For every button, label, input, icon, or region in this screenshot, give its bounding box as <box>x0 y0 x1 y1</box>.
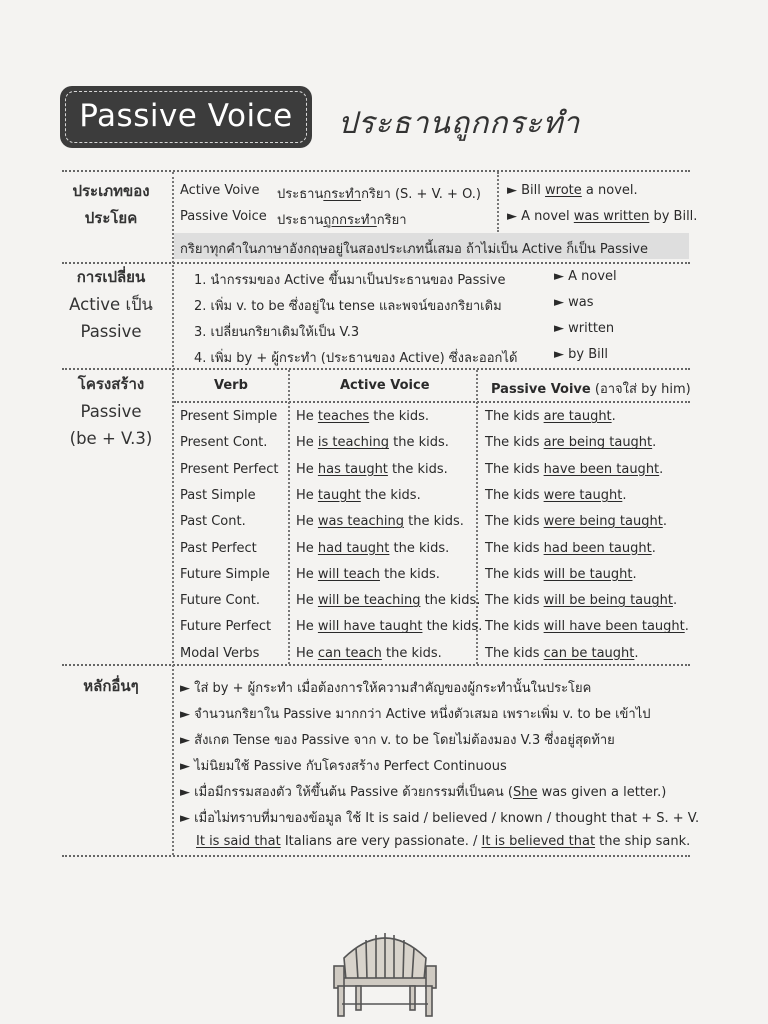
table-header-passive: Passive Voive (อาจใส่ by him) <box>491 382 691 397</box>
table-cell-active: He has taught the kids. <box>296 461 448 477</box>
table-cell-active: He can teach the kids. <box>296 645 442 661</box>
table-cell-verb: Future Simple <box>180 566 270 582</box>
section-label-line: (be + V.3) <box>69 429 153 448</box>
conversion-step: 1. นำกรรมของ Active ขึ้นมาเป็นประธานของ Passive <box>194 273 506 288</box>
divider-bottom <box>62 855 690 857</box>
table-cell-verb: Present Perfect <box>180 461 279 477</box>
table-cell-verb: Past Cont. <box>180 514 246 530</box>
table-cell-verb: Future Cont. <box>180 593 261 609</box>
bench-illustration <box>330 918 440 1018</box>
table-cell-active: He teaches the kids. <box>296 409 430 424</box>
table-cell-verb: Present Cont. <box>180 435 268 451</box>
rule-item: ► สังเกต Tense ของ Passive จาก v. to be โดยไม่ต้องมอง V.3 ซึ่งอยู่สุดท้าย <box>180 733 615 748</box>
section-label-structure <box>56 371 166 452</box>
active-voice-example: ► Bill wrote a novel. <box>507 183 638 198</box>
active-voice-desc: ประธานกระทำกริยา (S. + V. + O.) <box>277 187 481 202</box>
section-label-line: ประเภทของ <box>72 182 150 200</box>
table-cell-passive: The kids can be taught. <box>485 645 639 661</box>
active-voice-name: Active Voive <box>180 183 260 198</box>
rule-item: ► จำนวนกริยาใน Passive มากกว่า Active หนึ่งตัวเสมอ เพราะเพิ่ม v. to be เข้าไป <box>180 707 651 722</box>
table-cell-passive: The kids had been taught. <box>485 540 656 556</box>
table-cell-passive: The kids were taught. <box>485 487 627 503</box>
table-cell-active: He will have taught the kids. <box>296 619 483 635</box>
passive-voice-example: ► A novel was written by Bill. <box>507 209 698 224</box>
divider-3 <box>62 664 690 666</box>
section-label-line: Active เป็น <box>69 295 153 314</box>
table-col-divider-1 <box>288 370 290 664</box>
section-label-line: หลักอื่นๆ <box>83 677 139 695</box>
passive-voice-name: Passive Voice <box>180 209 267 224</box>
table-cell-passive: The kids were being taught. <box>485 514 667 530</box>
table-cell-passive: The kids are taught. <box>485 409 616 424</box>
conversion-step: 4. เพิ่ม by + ผู้กระทำ (ประธานของ Active) ซึ่งละออกได้ <box>194 351 518 366</box>
section-label-conversion <box>56 264 166 345</box>
table-cell-active: He will teach the kids. <box>296 566 440 582</box>
label-column-divider <box>172 172 174 855</box>
section-label-line: Passive <box>80 402 142 421</box>
table-cell-verb: Past Simple <box>180 487 256 503</box>
table-cell-active: He is teaching the kids. <box>296 435 449 451</box>
table-cell-passive: The kids are being taught. <box>485 435 657 451</box>
rule-item: ► เมื่อไม่ทราบที่มาของข้อมูล ใช้ It is said / believed / known / thought that + S. + V. <box>180 811 700 826</box>
divider-2 <box>62 368 690 370</box>
rule-example: It is said that Italians are very passionate. / It is believed that the ship sank. <box>196 834 691 849</box>
table-header-active: Active Voice <box>340 378 430 393</box>
table-header-verb: Verb <box>214 378 248 393</box>
conversion-example: ► was <box>554 295 594 310</box>
table-cell-passive: The kids have been taught. <box>485 461 664 477</box>
conversion-example: ► A novel <box>554 269 617 284</box>
rule-item: ► ไม่นิยมใช้ Passive กับโครงสร้าง Perfect Continuous <box>180 759 507 774</box>
table-cell-verb: Modal Verbs <box>180 645 260 661</box>
table-cell-verb: Future Perfect <box>180 619 272 635</box>
table-cell-active: He will be teaching the kids. <box>296 593 481 609</box>
section-label-line: Passive <box>80 322 142 341</box>
table-cell-active: He had taught the kids. <box>296 540 450 556</box>
conversion-example: ► written <box>554 321 615 336</box>
table-header-divider <box>174 401 690 403</box>
table-cell-passive: The kids will have been taught. <box>485 619 689 635</box>
divider-top <box>62 170 690 172</box>
example-column-divider <box>497 172 499 232</box>
conversion-step: 3. เปลี่ยนกริยาเดิมให้เป็น V.3 <box>194 325 360 340</box>
section-label-line: โครงสร้าง <box>77 375 145 393</box>
page-title: Passive Voice <box>79 98 293 134</box>
table-cell-passive: The kids will be being taught. <box>485 593 678 609</box>
page-subtitle: ประธานถูกกระทำ <box>338 106 581 141</box>
conversion-step: 2. เพิ่ม v. to be ซึ่งอยู่ใน tense และพจน์ของกริยาเดิม <box>194 299 502 314</box>
title-banner <box>60 86 312 148</box>
section-label-sentence-type <box>56 178 166 232</box>
rule-item: ► ใส่ by + ผู้กระทำ เมื่อต้องการให้ความสำคัญของผู้กระทำนั้นในประโยค <box>180 681 592 696</box>
conversion-example: ► by Bill <box>554 347 608 362</box>
passive-voice-desc: ประธานถูกกระทำกริยา <box>277 213 407 228</box>
rule-item: ► เมื่อมีกรรมสองตัว ให้ขึ้นต้น Passive ด้วยกรรมที่เป็นคน (She was given a letter.) <box>180 785 667 800</box>
table-cell-passive: The kids will be taught. <box>485 566 637 582</box>
section-label-other-rules <box>56 673 166 700</box>
table-cell-active: He was teaching the kids. <box>296 514 464 530</box>
section-label-line: การเปลี่ยน <box>76 268 146 286</box>
section-label-line: ประโยค <box>84 209 138 227</box>
table-cell-verb: Past Perfect <box>180 540 257 556</box>
table-cell-verb: Present Simple <box>180 409 278 424</box>
table-cell-active: He taught the kids. <box>296 487 421 503</box>
sentence-type-note: กริยาทุกคำในภาษาอังกฤษอยู่ในสองประเภทนี้เสมอ ถ้าไม่เป็น Active ก็เป็น Passive <box>180 242 648 257</box>
